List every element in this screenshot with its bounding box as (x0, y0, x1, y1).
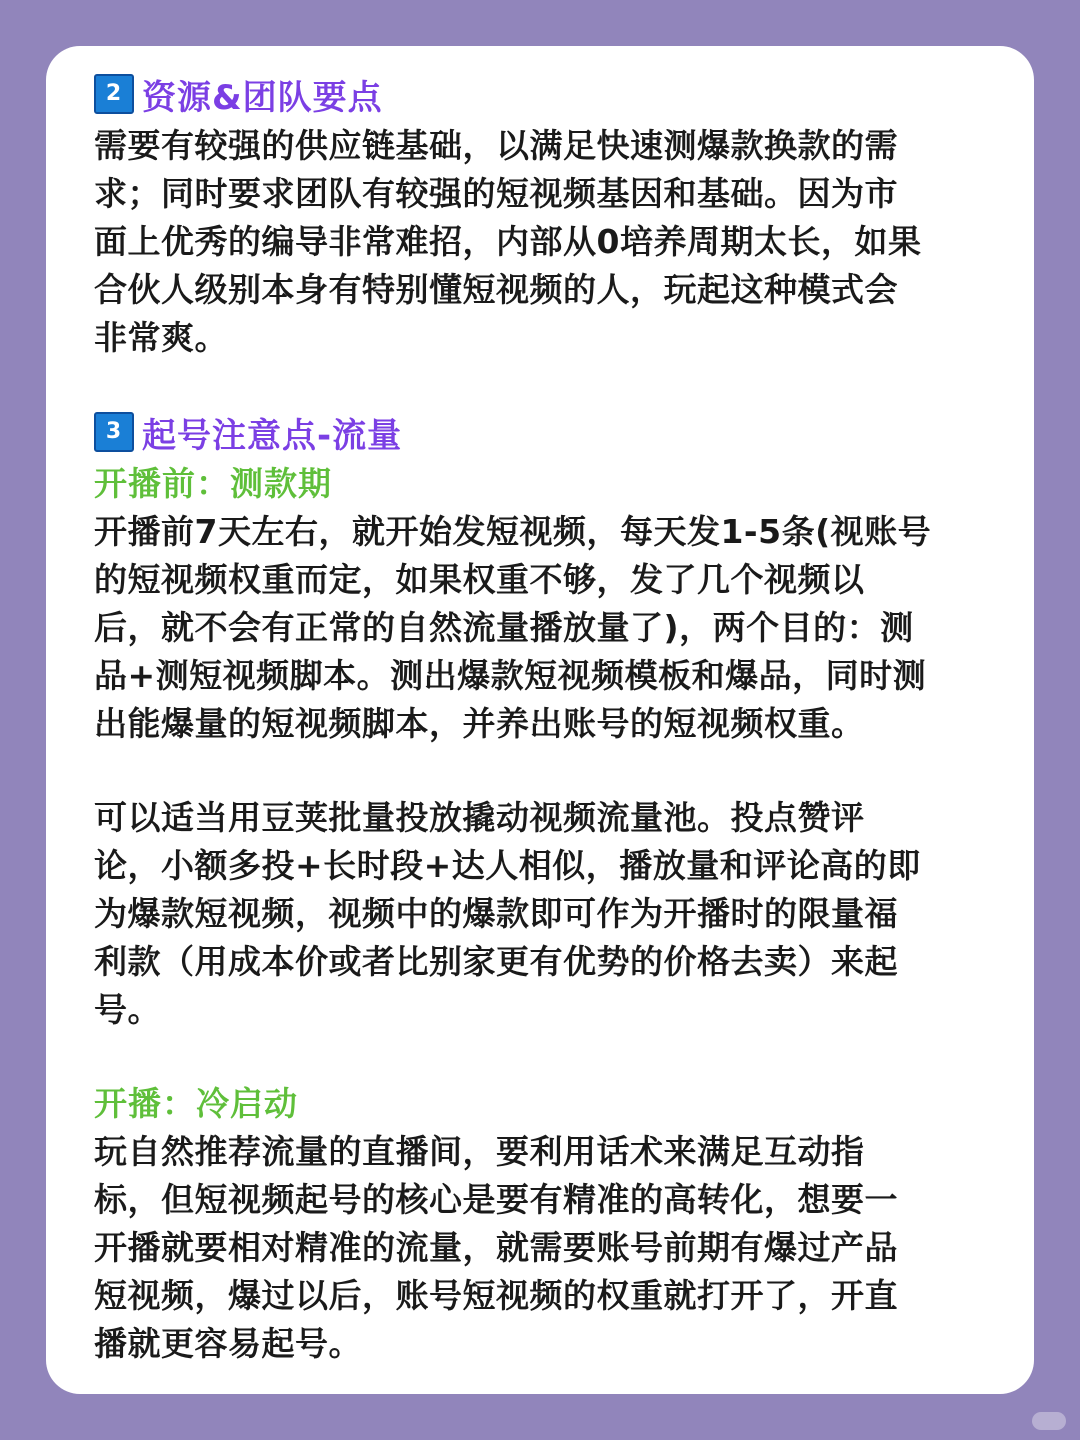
watermark-icon (1032, 1412, 1066, 1430)
number-2-badge: 2 (94, 74, 134, 114)
spacer (94, 1034, 986, 1080)
section-2-title: 资源&团队要点 (142, 77, 383, 118)
section-2-heading (94, 66, 986, 122)
phase-1-extra: 可以适当用豆荚批量投放撬动视频流量池。投点赞评 论，小额多投+长时段+达人相似，播放量和评论高的即 为爆款短视频，视频中的爆款即可作为开播时的限量福 利款（用成本价或者比别家更有优势的价格去卖）来起 号。 (94, 798, 921, 1029)
phase-1-heading: 开播前：测款期 (94, 464, 332, 503)
section-3-title: 起号注意点-流量 (142, 415, 403, 456)
phase-1-body: 开播前7天左右，就开始发短视频，每天发1-5条(视账号 的短视频权重而定，如果权重不够，发了几个视频以 后，就不会有正常的自然流量播放量了)，两个目的：测 品+测短视频脚本。测出爆款短视频模板和爆品，同时测 出能爆量的短视频脚本，并养出账号的短视频权重。 (94, 512, 932, 743)
section-2-body: 需要有较强的供应链基础，以满足快速测爆款换款的需 求；同时要求团队有较强的短视频基因和基础。因为市 面上优秀的编导非常难招，内部从0培养周期太长，如果 合伙人级别本身有特别懂短视频的人，玩起这种模式会 非常爽。 (94, 126, 922, 357)
phase-2-heading: 开播：冷启动 (94, 1084, 298, 1123)
spacer (94, 748, 986, 794)
content-card (46, 46, 1034, 1394)
number-3-badge: 3 (94, 412, 134, 452)
section-3-heading (94, 404, 986, 460)
spacer (94, 362, 986, 404)
phase-2-body: 玩自然推荐流量的直播间，要利用话术来满足互动指 标，但短视频起号的核心是要有精准的高转化，想要一 开播就要相对精准的流量，就需要账号前期有爆过产品 短视频，爆过以后，账号短视频的权重就打开了，开直 播就更容易起号。 (94, 1132, 898, 1363)
